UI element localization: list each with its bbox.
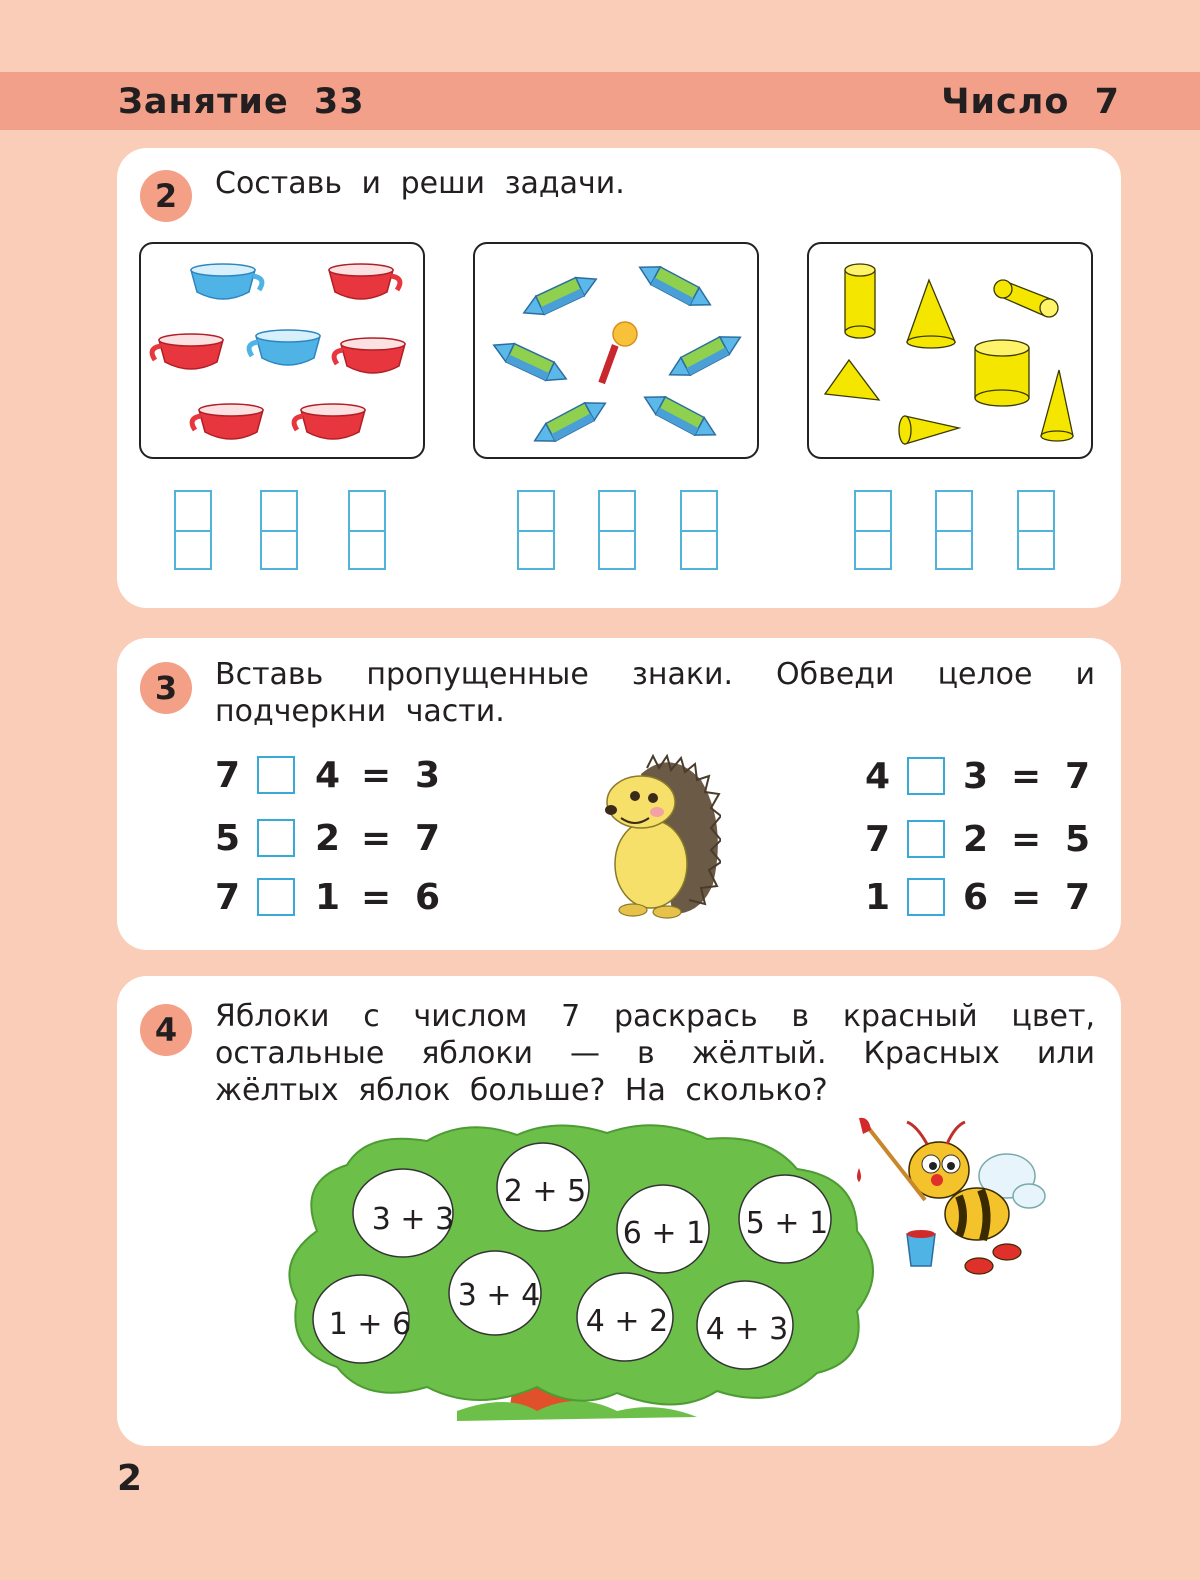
candies-picture xyxy=(473,242,759,459)
sign-box[interactable] xyxy=(907,757,945,795)
apple-expression[interactable]: 3 + 3 xyxy=(371,1202,455,1237)
equation-row: 1 6 = 7 xyxy=(865,877,1091,918)
cup-icon xyxy=(294,404,365,439)
equation-row: 4 3 = 7 xyxy=(865,756,1091,797)
sign-box[interactable] xyxy=(907,820,945,858)
task-number-badge: 3 xyxy=(140,662,192,714)
answer-box[interactable] xyxy=(260,490,298,570)
cone-icon xyxy=(825,360,879,400)
answer-box[interactable] xyxy=(598,490,636,570)
equation-row: 7 1 = 6 xyxy=(215,877,441,918)
task-3-card xyxy=(117,638,1121,950)
apple-expression[interactable]: 5 + 1 xyxy=(745,1206,829,1241)
task-instruction: Яблоки с числом 7 раскрась в красный цвет, остальные яблоки — в жёлтый. Красных или жёлтых яблок больше? На сколько? xyxy=(215,999,1095,1108)
task-number-badge: 4 xyxy=(140,1004,192,1056)
cone-icon xyxy=(899,416,959,444)
topic-title: Число 7 xyxy=(941,82,1120,122)
answer-box[interactable] xyxy=(348,490,386,570)
apple-expression[interactable]: 4 + 2 xyxy=(585,1304,669,1339)
answer-box[interactable] xyxy=(174,490,212,570)
bee-icon xyxy=(847,1116,1047,1286)
task-number-badge: 2 xyxy=(140,170,192,222)
cup-icon xyxy=(192,404,263,439)
task-2-card xyxy=(117,148,1121,608)
sign-box[interactable] xyxy=(257,756,295,794)
candy-icon xyxy=(665,328,745,383)
apple-tree-icon xyxy=(277,1121,897,1433)
cylinder-icon xyxy=(975,340,1029,406)
candy-icon xyxy=(490,336,571,388)
cylinder-icon xyxy=(994,280,1058,317)
candy-icon xyxy=(640,388,720,443)
answer-box[interactable] xyxy=(1017,490,1055,570)
apple-expression[interactable]: 2 + 5 xyxy=(503,1174,587,1209)
apple-expression[interactable]: 1 + 6 xyxy=(328,1307,412,1342)
answer-box[interactable] xyxy=(680,490,718,570)
cup-icon xyxy=(191,264,262,299)
answer-box[interactable] xyxy=(517,490,555,570)
cups-picture xyxy=(139,242,425,459)
cone-icon xyxy=(1041,370,1073,441)
equation-row: 7 4 = 3 xyxy=(215,755,441,796)
page-number: 2 xyxy=(117,1458,143,1499)
equation-row: 5 2 = 7 xyxy=(215,818,441,859)
candy-icon xyxy=(520,270,601,322)
lollipop-icon xyxy=(598,322,637,384)
answer-box[interactable] xyxy=(935,490,973,570)
equation-row: 7 2 = 5 xyxy=(865,819,1091,860)
sign-box[interactable] xyxy=(257,878,295,916)
apple-expression[interactable]: 4 + 3 xyxy=(705,1312,789,1347)
task-4-card xyxy=(117,976,1121,1446)
cylinder-icon xyxy=(845,264,875,338)
cup-icon xyxy=(152,334,223,369)
cup-icon xyxy=(334,338,405,373)
sign-box[interactable] xyxy=(907,878,945,916)
shapes-picture xyxy=(807,242,1093,459)
apple-expression[interactable]: 6 + 1 xyxy=(622,1216,706,1251)
hedgehog-icon xyxy=(601,754,721,920)
answer-box[interactable] xyxy=(854,490,892,570)
lesson-title: Занятие 33 xyxy=(118,82,365,122)
sign-box[interactable] xyxy=(257,819,295,857)
task-instruction: Составь и реши задачи. xyxy=(215,166,625,201)
candy-icon xyxy=(635,258,715,313)
task-instruction: Вставь пропущенные знаки. Обведи целое и подчеркни части. xyxy=(215,657,1095,729)
cup-icon xyxy=(249,330,320,365)
cone-icon xyxy=(907,280,955,348)
candy-icon xyxy=(530,394,610,449)
cup-icon xyxy=(329,264,400,299)
apple-expression[interactable]: 3 + 4 xyxy=(457,1278,541,1313)
